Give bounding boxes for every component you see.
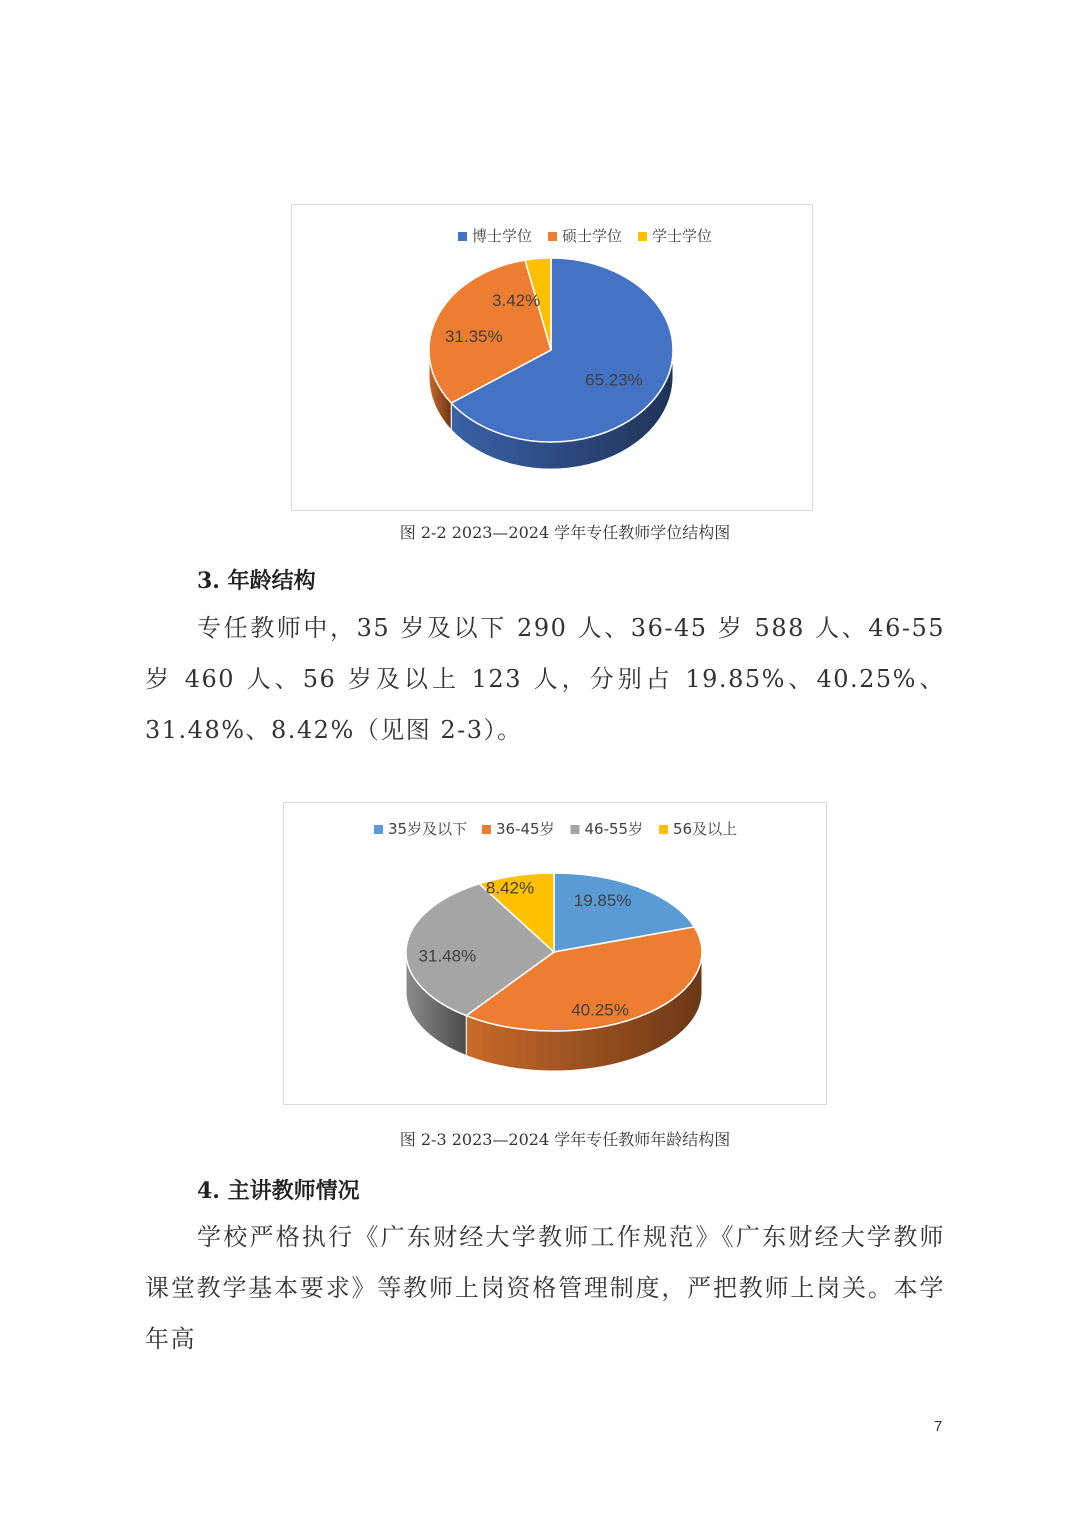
- legend-swatch-1-0: [374, 825, 383, 834]
- legend-swatch-1-2: [571, 825, 580, 834]
- legend-label-0-2: 学士学位: [652, 227, 713, 245]
- figure-caption-2-3: 图 2-3 2023—2024 学年专任教师年龄结构图: [399, 1130, 731, 1149]
- legend-swatch-0-0: [458, 232, 467, 241]
- legend-label-1-0: 35岁及以下: [388, 820, 468, 838]
- age-paragraph: 专任教师中，35 岁及以下 290 人、36-45 岁 588 人、46-55 岁 460 人、56 岁及以上 123 人，分别占 19.85%、40.25%、31.48%、8.42%（见图 2-3）。: [145, 614, 945, 744]
- degree-pie-chart: [291, 204, 813, 511]
- legend-label-0-1: 硕士学位: [562, 227, 623, 245]
- pie-label-0-0: 65.23%: [585, 370, 643, 390]
- page-number: 7: [934, 1418, 943, 1435]
- pie-label-0-2: 3.42%: [492, 291, 541, 311]
- figure-caption-2-2: 图 2-2 2023—2024 学年专任教师学位结构图: [399, 523, 731, 542]
- pie-top-0: [429, 258, 673, 442]
- lecturers-paragraph: 学校严格执行《广东财经大学教师工作规范》《广东财经大学教师课堂教学基本要求》等教师上岗资格管理制度，严把教师上岗关。本学年高: [145, 1223, 945, 1353]
- legend-label-0-0: 博士学位: [472, 227, 533, 245]
- section-heading-age: 3. 年龄结构: [197, 568, 316, 594]
- pie-label-0-1: 31.35%: [444, 326, 503, 346]
- legend-swatch-0-1: [548, 232, 557, 241]
- legend-swatch-1-3: [659, 825, 668, 834]
- pie-label-1-0: 19.85%: [573, 891, 632, 911]
- legend-label-1-1: 36-45岁: [496, 820, 555, 838]
- section-heading-lecturers: 4. 主讲教师情况: [197, 1178, 360, 1204]
- legend-label-1-2: 46-55岁: [584, 820, 644, 838]
- legend-swatch-0-2: [638, 232, 647, 241]
- age-pie-svg: [284, 803, 826, 1104]
- pie-label-1-2: 31.48%: [418, 946, 477, 966]
- age-pie-chart: [283, 802, 827, 1105]
- pie-label-1-3: 8.42%: [485, 878, 535, 898]
- degree-pie-svg: [292, 205, 812, 510]
- pie-label-1-1: 40.25%: [571, 1000, 629, 1020]
- legend-swatch-1-1: [482, 825, 491, 834]
- legend-label-1-3: 56及以上: [673, 820, 738, 838]
